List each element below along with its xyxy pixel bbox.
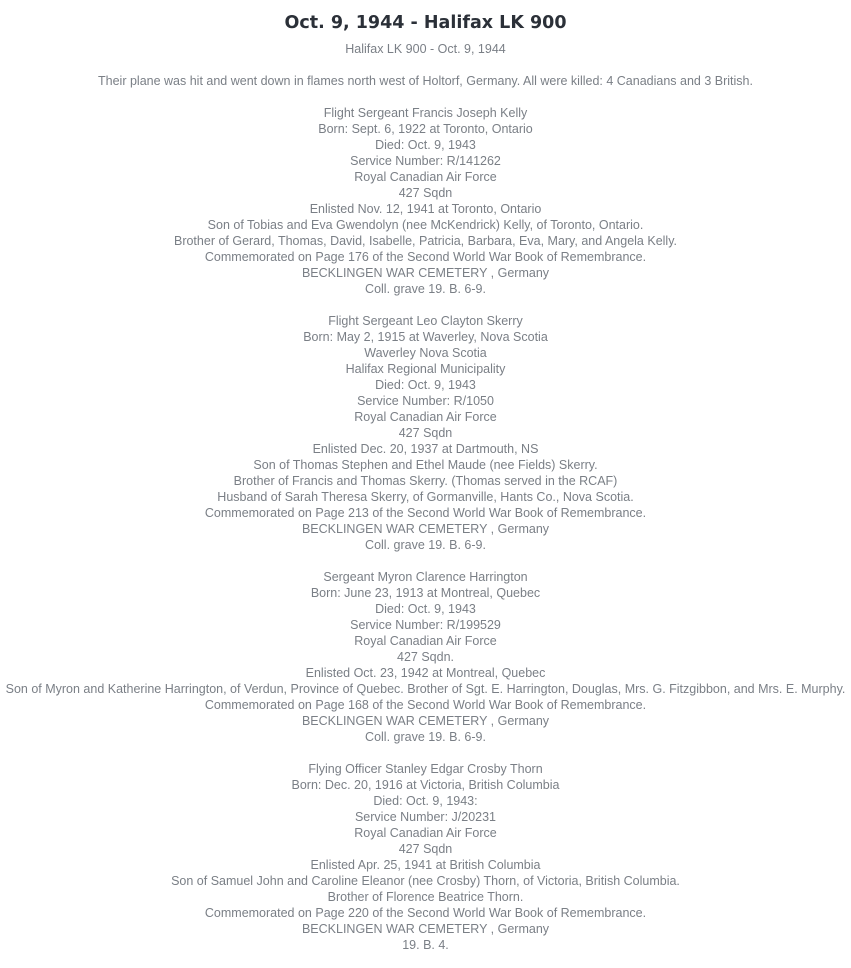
person-commemorated: Commemorated on Page 213 of the Second World War Book of Remembrance. (204, 506, 647, 520)
person-entry-kelly (0, 105, 851, 297)
person-cemetery: BECKLINGEN WAR CEMETERY , Germany (301, 714, 550, 728)
person-siblings: Brother of Francis and Thomas Skerry. (Thomas served in the RCAF) (233, 474, 618, 488)
person-cemetery: BECKLINGEN WAR CEMETERY , Germany (301, 922, 550, 936)
person-enlisted: Enlisted Apr. 25, 1941 at British Columbia (310, 858, 541, 872)
person-commemorated: Commemorated on Page 168 of the Second World War Book of Remembrance. (204, 698, 647, 712)
person-service-number: Service Number: R/1050 (357, 394, 494, 408)
person-entry-thorn (0, 761, 851, 953)
person-entry-harrington (0, 569, 851, 745)
person-municipality: Halifax Regional Municipality (345, 362, 506, 376)
person-died: Died: Oct. 9, 1943 (375, 138, 476, 152)
person-hometown: Waverley Nova Scotia (364, 346, 487, 360)
page-subtitle: Halifax LK 900 - Oct. 9, 1944 (345, 42, 506, 56)
person-died: Died: Oct. 9, 1943 (375, 602, 476, 616)
person-died: Died: Oct. 9, 1943 (375, 378, 476, 392)
person-commemorated: Commemorated on Page 176 of the Second World War Book of Remembrance. (204, 250, 647, 264)
page-title: Oct. 9, 1944 - Halifax LK 900 (284, 13, 567, 33)
person-family: Son of Myron and Katherine Harrington, of Verdun, Province of Quebec. Brother of Sgt. E. Harrington, Douglas, Mrs. G. Fitzgibbon, and Mrs. E. Murphy. (5, 682, 846, 696)
person-cemetery: BECKLINGEN WAR CEMETERY , Germany (301, 522, 550, 536)
person-spouse: Husband of Sarah Theresa Skerry, of Gormanville, Hants Co., Nova Scotia. (217, 490, 634, 504)
person-born: Born: May 2, 1915 at Waverley, Nova Scotia (303, 330, 548, 344)
person-service-number: Service Number: R/199529 (350, 618, 501, 632)
person-siblings: Brother of Florence Beatrice Thorn. (327, 890, 524, 904)
person-born: Born: Sept. 6, 1922 at Toronto, Ontario (318, 122, 533, 136)
person-parents: Son of Tobias and Eva Gwendolyn (nee McKendrick) Kelly, of Toronto, Ontario. (207, 218, 644, 232)
person-born: Born: June 23, 1913 at Montreal, Quebec (310, 586, 541, 600)
person-force: Royal Canadian Air Force (354, 826, 497, 840)
person-grave: Coll. grave 19. B. 6-9. (365, 282, 486, 296)
person-service-number: Service Number: J/20231 (354, 810, 497, 824)
person-died: Died: Oct. 9, 1943: (373, 794, 478, 808)
person-enlisted: Enlisted Dec. 20, 1937 at Dartmouth, NS (312, 442, 539, 456)
person-born: Born: Dec. 20, 1916 at Victoria, British Columbia (291, 778, 560, 792)
person-commemorated: Commemorated on Page 220 of the Second World War Book of Remembrance. (204, 906, 647, 920)
person-entry-skerry (0, 313, 851, 553)
person-name: Flying Officer Stanley Edgar Crosby Thorn (308, 762, 543, 776)
person-grave: Coll. grave 19. B. 6-9. (365, 730, 486, 744)
person-name: Flight Sergeant Francis Joseph Kelly (323, 106, 528, 120)
person-force: Royal Canadian Air Force (354, 634, 497, 648)
person-squadron: 427 Sqdn (398, 186, 453, 200)
person-force: Royal Canadian Air Force (354, 410, 497, 424)
person-grave: 19. B. 4. (402, 938, 449, 952)
person-parents: Son of Thomas Stephen and Ethel Maude (nee Fields) Skerry. (253, 458, 598, 472)
person-siblings: Brother of Gerard, Thomas, David, Isabelle, Patricia, Barbara, Eva, Mary, and Angela Kelly. (173, 234, 677, 248)
person-squadron: 427 Sqdn (398, 426, 453, 440)
person-service-number: Service Number: R/141262 (350, 154, 501, 168)
intro-paragraph: Their plane was hit and went down in flames north west of Holtorf, Germany. All were killed: 4 Canadians and 3 British. (98, 74, 753, 88)
person-name: Sergeant Myron Clarence Harrington (323, 570, 528, 584)
person-squadron: 427 Sqdn (398, 842, 453, 856)
person-enlisted: Enlisted Nov. 12, 1941 at Toronto, Ontario (309, 202, 542, 216)
person-cemetery: BECKLINGEN WAR CEMETERY , Germany (301, 266, 550, 280)
person-enlisted: Enlisted Oct. 23, 1942 at Montreal, Quebec (305, 666, 546, 680)
person-name: Flight Sergeant Leo Clayton Skerry (328, 314, 523, 328)
person-parents: Son of Samuel John and Caroline Eleanor (nee Crosby) Thorn, of Victoria, British Columbia. (171, 874, 680, 888)
person-force: Royal Canadian Air Force (354, 170, 497, 184)
person-grave: Coll. grave 19. B. 6-9. (365, 538, 486, 552)
person-squadron: 427 Sqdn. (397, 650, 454, 664)
